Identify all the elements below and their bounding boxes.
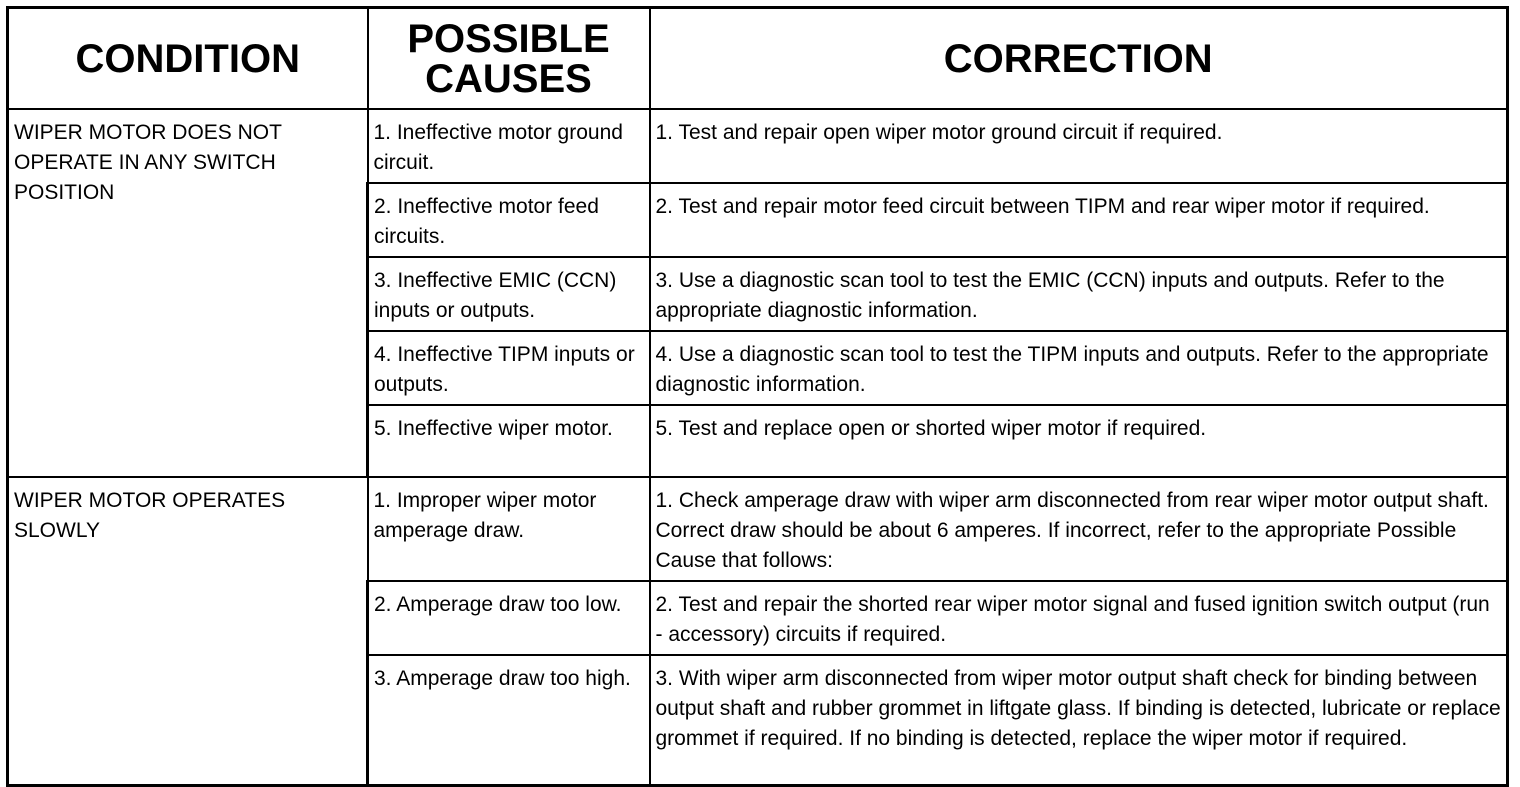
cause-cell: 2. Amperage draw too low. <box>368 581 650 655</box>
correction-cell: 5. Test and replace open or shorted wiper motor if required. <box>650 405 1508 477</box>
correction-cell: 3. With wiper arm disconnected from wiper motor output shaft check for binding between output shaft and rubber grommet in liftgate glass. If binding is detected, lubricate or replace grommet if required. If no binding is detected, replace the wiper motor if required. <box>650 655 1508 785</box>
correction-cell: 1. Check amperage draw with wiper arm disconnected from rear wiper motor output shaft. Correct draw should be about 6 amperes. If incorrect, refer to the appropriate Possible Cause that follows: <box>650 477 1508 581</box>
cause-cell: 2. Ineffective motor feed circuits. <box>368 183 650 257</box>
correction-cell: 1. Test and repair open wiper motor ground circuit if required. <box>650 109 1508 183</box>
diagnosis-table <box>6 6 1509 787</box>
cause-cell: 1. Ineffective motor ground circuit. <box>368 109 650 183</box>
header-causes-line1: POSSIBLE <box>407 16 610 61</box>
table-row <box>8 109 1508 183</box>
header-correction: CORRECTION <box>650 8 1508 110</box>
header-row <box>8 8 1508 110</box>
header-causes-line2: CAUSES <box>425 56 592 101</box>
cause-cell: 3. Ineffective EMIC (CCN) inputs or outputs. <box>368 257 650 331</box>
cause-cell: 3. Amperage draw too high. <box>368 655 650 785</box>
correction-cell: 4. Use a diagnostic scan tool to test the TIPM inputs and outputs. Refer to the appropriate diagnostic information. <box>650 331 1508 405</box>
correction-cell: 2. Test and repair the shorted rear wiper motor signal and fused ignition switch output (run - accessory) circuits if required. <box>650 581 1508 655</box>
condition-cell: WIPER MOTOR OPERATES SLOWLY <box>8 477 368 785</box>
table-row <box>8 477 1508 581</box>
cause-cell: 4. Ineffective TIPM inputs or outputs. <box>368 331 650 405</box>
diagnosis-table-container <box>6 6 1506 774</box>
correction-cell: 3. Use a diagnostic scan tool to test the EMIC (CCN) inputs and outputs. Refer to the appropriate diagnostic information. <box>650 257 1508 331</box>
header-possible-causes <box>368 8 650 110</box>
condition-cell: WIPER MOTOR DOES NOT OPERATE IN ANY SWITCH POSITION <box>8 109 368 477</box>
cause-cell: 5. Ineffective wiper motor. <box>368 405 650 477</box>
cause-cell: 1. Improper wiper motor amperage draw. <box>368 477 650 581</box>
header-condition: CONDITION <box>8 8 368 110</box>
correction-cell: 2. Test and repair motor feed circuit between TIPM and rear wiper motor if required. <box>650 183 1508 257</box>
